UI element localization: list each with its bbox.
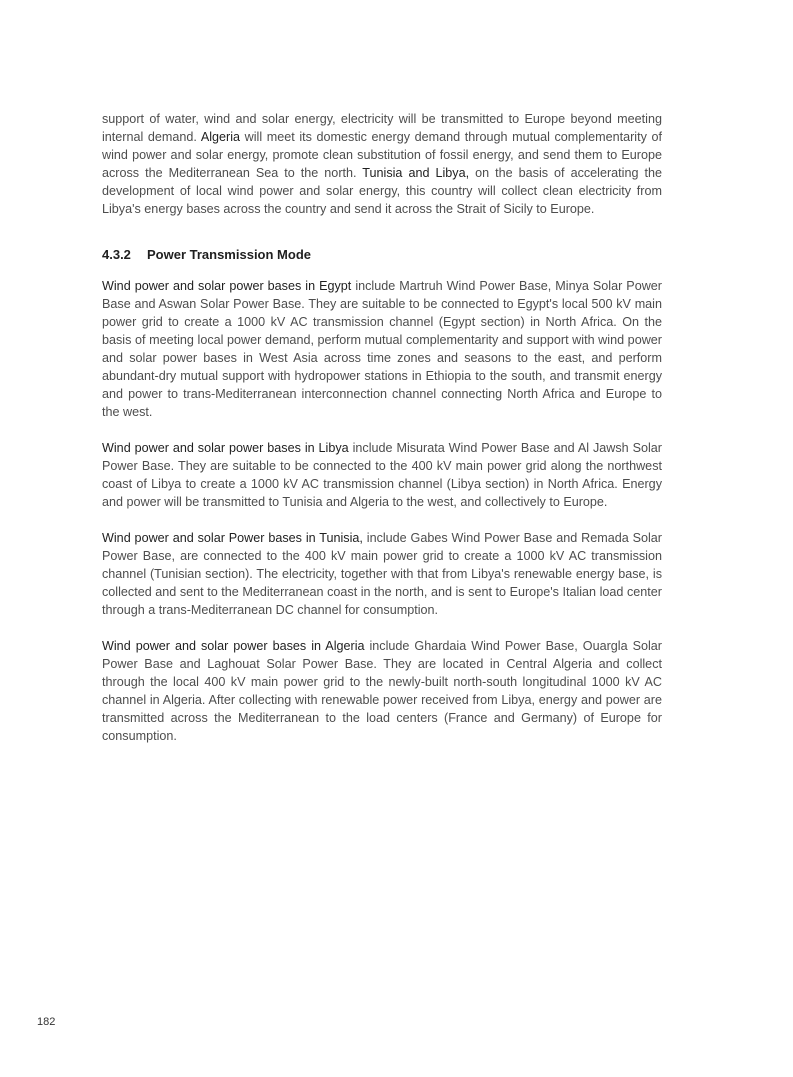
paragraph-lead: Wind power and solar Power bases in Tunisia, (102, 531, 363, 545)
paragraph-text: include Ghardaia Wind Power Base, Ouargla Solar Power Base and Laghouat Solar Power Base. They are located in Central Algeria and collect through the local 400 kV main power grid to the newly-built north-south longitudinal 1000 kV AC channel in Algeria. After collecting with renewable power received from Libya, energy and power are transmitted across the Mediterranean to the load centers (France and Germany) of Europe for consumption. (102, 639, 662, 743)
paragraph-lead: Wind power and solar power bases in Egypt (102, 279, 352, 293)
intro-text-3: on the basis of accelerating the development of local wind power and solar energy, this country will collect clean electricity from Libya's energy bases across the country and send it across the Strait of Sicily to Europe. (102, 166, 662, 216)
paragraph-egypt (102, 277, 662, 421)
paragraph-libya (102, 439, 662, 511)
section-title: Power Transmission Mode (147, 247, 311, 262)
intro-paragraph (102, 110, 662, 218)
intro-lead-algeria: Algeria (200, 130, 241, 144)
paragraph-lead: Wind power and solar power bases in Algeria (102, 639, 365, 653)
paragraph-text: include Martruh Wind Power Base, Minya Solar Power Base and Aswan Solar Power Base. They are suitable to be connected to Egypt's local 500 kV main power grid to create a 1000 kV AC transmission channel (Egypt section) in North Africa. On the basis of meeting local power demand, perform mutual complementarity and support with wind power and solar power bases in West Asia across time zones and seasons to the east, and perform abundant-dry mutual support with hydropower stations in Ethiopia to the south, and transmit energy and power to trans-Mediterranean interconnection channel connecting North Africa and Europe to the west. (102, 279, 662, 419)
paragraph-text: include Gabes Wind Power Base and Remada Solar Power Base, are connected to the 400 kV main power grid to create a 1000 kV AC transmission channel (Tunisian section). The electricity, together with that from Libya's renewable energy base, is collected and sent to the Mediterranean coast in the north, and is sent to Europe's Italian load center through a trans-Mediterranean DC channel for consumption. (102, 531, 662, 617)
paragraph-lead: Wind power and solar power bases in Libya (102, 441, 349, 455)
paragraph-algeria (102, 637, 662, 745)
section-heading (102, 246, 662, 264)
intro-text-2: will meet its domestic energy demand through mutual complementarity of wind power and solar energy, promote clean substitution of fossil energy, and send them to Europe across the Mediterranean Sea to the north. (102, 130, 662, 180)
paragraph-text: include Misurata Wind Power Base and Al Jawsh Solar Power Base. They are suitable to be connected to the 400 kV main power grid along the northwest coast of Libya to create a 1000 kV AC transmission channel (Libya section) in North Africa. Energy and power will be transmitted to Tunisia and Algeria to the west, and collectively to Europe. (102, 441, 662, 509)
intro-text-1: support of water, wind and solar energy, electricity will be transmitted to Europe beyond meeting internal demand. (102, 112, 662, 144)
intro-lead-tunisia-libya: Tunisia and Libya, (362, 166, 470, 180)
page-content (102, 110, 662, 745)
paragraph-tunisia (102, 529, 662, 619)
page-number: 182 (37, 1016, 56, 1028)
section-number: 4.3.2 (102, 247, 131, 262)
